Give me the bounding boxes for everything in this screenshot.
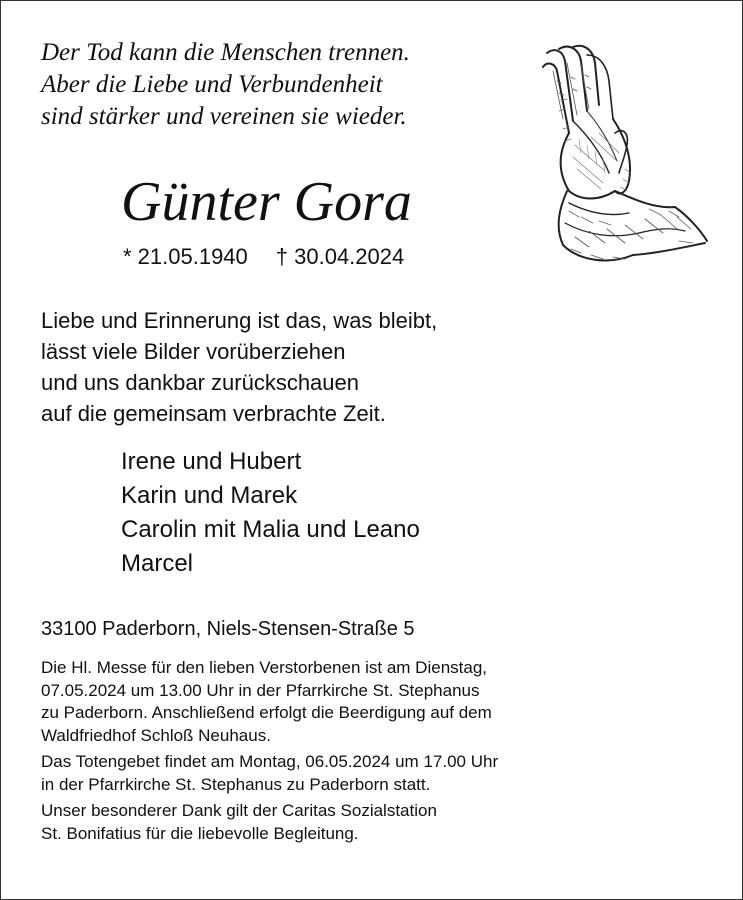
birth-date: * 21.05.1940 bbox=[123, 244, 248, 269]
notice-line: Unser besonderer Dank gilt der Caritas Sozialstation bbox=[41, 801, 437, 820]
verse-line: lässt viele Bilder vorüberziehen bbox=[41, 339, 346, 364]
address: 33100 Paderborn, Niels-Stensen-Straße 5 bbox=[41, 618, 415, 640]
poem-line: Aber die Liebe und Verbundenheit bbox=[41, 71, 383, 98]
mourner: Carolin mit Malia und Leano bbox=[121, 516, 420, 543]
death-date: † 30.04.2024 bbox=[275, 244, 405, 269]
memorial-verse bbox=[41, 305, 437, 429]
deceased-name: Günter Gora bbox=[121, 171, 412, 233]
notice-line: in der Pfarrkirche St. Stephanus zu Paderborn statt. bbox=[41, 774, 431, 794]
verse-line: und uns dankbar zurückschauen bbox=[41, 370, 359, 395]
notice-line: Die Hl. Messe für den lieben Verstorbenen ist am Dienstag, bbox=[41, 658, 488, 677]
notice-line: zu Paderborn. Anschließend erfolgt die Beerdigung auf dem bbox=[41, 703, 492, 722]
verse-line: auf die gemeinsam verbrachte Zeit. bbox=[41, 401, 386, 426]
life-dates bbox=[123, 243, 404, 271]
notice-line: Das Totengebet findet am Montag, 06.05.2024 um 17.00 Uhr bbox=[41, 752, 499, 771]
mourner: Irene und Hubert bbox=[121, 448, 302, 475]
mourner: Karin und Marek bbox=[121, 482, 298, 509]
mourner: Marcel bbox=[121, 550, 194, 577]
notice-line: Waldfriedhof Schloß Neuhaus. bbox=[41, 725, 271, 745]
prayer-paragraph bbox=[41, 751, 498, 796]
poem-line: Der Tod kann die Menschen trennen. bbox=[41, 39, 410, 66]
poem-line: sind stärker und vereinen sie wieder. bbox=[41, 103, 407, 130]
praying-hands-icon bbox=[529, 41, 719, 271]
mass-paragraph bbox=[41, 657, 498, 747]
thanks-paragraph bbox=[41, 800, 498, 845]
notice-line: 07.05.2024 um 13.00 Uhr in der Pfarrkirche St. Stephanus bbox=[41, 680, 480, 700]
mourners-list bbox=[121, 445, 420, 581]
service-notice bbox=[41, 657, 498, 849]
poem bbox=[41, 37, 501, 133]
verse-line: Liebe und Erinnerung ist das, was bleibt, bbox=[41, 308, 438, 333]
notice-line: St. Bonifatius für die liebevolle Begleitung. bbox=[41, 823, 359, 843]
